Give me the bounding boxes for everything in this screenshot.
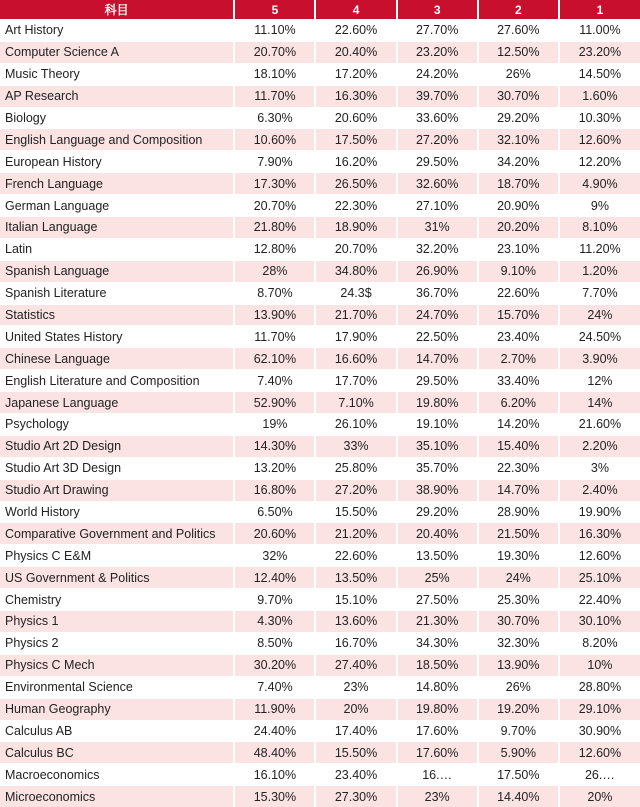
subject-cell: Physics 2 xyxy=(0,632,234,654)
header-score-2: 2 xyxy=(478,0,559,20)
score-4-cell: 20.40% xyxy=(315,41,396,63)
subject-cell: Statistics xyxy=(0,304,234,326)
header-score-3: 3 xyxy=(397,0,478,20)
score-3-cell: 13.50% xyxy=(397,545,478,567)
score-1-cell: 20% xyxy=(559,786,640,807)
table-row xyxy=(0,195,640,217)
subject-cell: World History xyxy=(0,501,234,523)
score-4-cell: 13.50% xyxy=(315,567,396,589)
subject-cell: Biology xyxy=(0,107,234,129)
score-1-cell: 12.60% xyxy=(559,129,640,151)
score-3-cell: 29.20% xyxy=(397,501,478,523)
score-3-cell: 17.60% xyxy=(397,742,478,764)
score-5-cell: 6.30% xyxy=(234,107,315,129)
score-4-cell: 15.50% xyxy=(315,501,396,523)
table-body xyxy=(0,20,640,807)
score-3-cell: 14.80% xyxy=(397,676,478,698)
score-2-cell: 9.10% xyxy=(478,260,559,282)
subject-cell: German Language xyxy=(0,195,234,217)
subject-cell: Human Geography xyxy=(0,698,234,720)
score-2-cell: 13.90% xyxy=(478,654,559,676)
score-1-cell: 4.90% xyxy=(559,173,640,195)
subject-cell: English Language and Composition xyxy=(0,129,234,151)
score-4-cell: 27.20% xyxy=(315,479,396,501)
table-row xyxy=(0,41,640,63)
score-5-cell: 9.70% xyxy=(234,589,315,611)
score-5-cell: 20.70% xyxy=(234,195,315,217)
score-5-cell: 15.30% xyxy=(234,786,315,807)
score-5-cell: 52.90% xyxy=(234,392,315,414)
score-2-cell: 21.50% xyxy=(478,523,559,545)
score-4-cell: 23% xyxy=(315,676,396,698)
table-row xyxy=(0,479,640,501)
score-3-cell: 21.30% xyxy=(397,611,478,633)
score-1-cell: 8.20% xyxy=(559,632,640,654)
score-3-cell: 24.70% xyxy=(397,304,478,326)
score-1-cell: 2.40% xyxy=(559,479,640,501)
score-1-cell: 1.20% xyxy=(559,260,640,282)
score-5-cell: 20.70% xyxy=(234,41,315,63)
score-3-cell: 22.50% xyxy=(397,326,478,348)
subject-cell: Chinese Language xyxy=(0,348,234,370)
score-4-cell: 16.60% xyxy=(315,348,396,370)
table-row xyxy=(0,392,640,414)
table-row xyxy=(0,326,640,348)
score-1-cell: 12.60% xyxy=(559,742,640,764)
score-1-cell: 10% xyxy=(559,654,640,676)
score-4-cell: 16.20% xyxy=(315,151,396,173)
score-1-cell: 22.40% xyxy=(559,589,640,611)
score-5-cell: 13.90% xyxy=(234,304,315,326)
score-4-cell: 16.70% xyxy=(315,632,396,654)
score-2-cell: 26% xyxy=(478,676,559,698)
score-1-cell: 3% xyxy=(559,457,640,479)
score-3-cell: 19.80% xyxy=(397,698,478,720)
table-row xyxy=(0,260,640,282)
score-4-cell: 16.30% xyxy=(315,85,396,107)
score-2-cell: 26% xyxy=(478,63,559,85)
score-5-cell: 48.40% xyxy=(234,742,315,764)
score-2-cell: 15.40% xyxy=(478,435,559,457)
subject-cell: Physics 1 xyxy=(0,611,234,633)
score-3-cell: 25% xyxy=(397,567,478,589)
score-1-cell: 12.20% xyxy=(559,151,640,173)
table-row xyxy=(0,85,640,107)
subject-cell: Physics C E&M xyxy=(0,545,234,567)
score-4-cell: 20.60% xyxy=(315,107,396,129)
score-2-cell: 22.60% xyxy=(478,282,559,304)
score-5-cell: 11.10% xyxy=(234,20,315,42)
score-1-cell: 21.60% xyxy=(559,414,640,436)
score-4-cell: 22.60% xyxy=(315,545,396,567)
table-row xyxy=(0,742,640,764)
score-3-cell: 20.40% xyxy=(397,523,478,545)
subject-cell: Chemistry xyxy=(0,589,234,611)
score-3-cell: 27.20% xyxy=(397,129,478,151)
subject-cell: Studio Art 2D Design xyxy=(0,435,234,457)
score-1-cell: 23.20% xyxy=(559,41,640,63)
score-1-cell: 11.20% xyxy=(559,238,640,260)
score-1-cell: 25.10% xyxy=(559,567,640,589)
score-2-cell: 34.20% xyxy=(478,151,559,173)
score-4-cell: 17.20% xyxy=(315,63,396,85)
header-row xyxy=(0,0,640,20)
table-row xyxy=(0,173,640,195)
score-1-cell: 29.10% xyxy=(559,698,640,720)
score-3-cell: 23.20% xyxy=(397,41,478,63)
subject-cell: French Language xyxy=(0,173,234,195)
score-5-cell: 4.30% xyxy=(234,611,315,633)
subject-cell: Computer Science A xyxy=(0,41,234,63)
score-2-cell: 19.20% xyxy=(478,698,559,720)
table-row xyxy=(0,304,640,326)
table-row xyxy=(0,567,640,589)
score-2-cell: 2.70% xyxy=(478,348,559,370)
score-4-cell: 7.10% xyxy=(315,392,396,414)
score-1-cell: 26.… xyxy=(559,764,640,786)
score-3-cell: 24.20% xyxy=(397,63,478,85)
score-1-cell: 8.10% xyxy=(559,217,640,239)
score-4-cell: 20% xyxy=(315,698,396,720)
score-2-cell: 30.70% xyxy=(478,611,559,633)
score-3-cell: 32.60% xyxy=(397,173,478,195)
score-3-cell: 14.70% xyxy=(397,348,478,370)
score-4-cell: 13.60% xyxy=(315,611,396,633)
score-3-cell: 34.30% xyxy=(397,632,478,654)
score-2-cell: 29.20% xyxy=(478,107,559,129)
score-3-cell: 38.90% xyxy=(397,479,478,501)
score-2-cell: 22.30% xyxy=(478,457,559,479)
score-3-cell: 27.50% xyxy=(397,589,478,611)
score-2-cell: 15.70% xyxy=(478,304,559,326)
table-row xyxy=(0,501,640,523)
score-2-cell: 9.70% xyxy=(478,720,559,742)
subject-cell: Italian Language xyxy=(0,217,234,239)
score-4-cell: 26.50% xyxy=(315,173,396,195)
subject-cell: Comparative Government and Politics xyxy=(0,523,234,545)
score-2-cell: 20.20% xyxy=(478,217,559,239)
score-5-cell: 17.30% xyxy=(234,173,315,195)
score-2-cell: 6.20% xyxy=(478,392,559,414)
score-2-cell: 14.40% xyxy=(478,786,559,807)
table-row xyxy=(0,435,640,457)
score-3-cell: 33.60% xyxy=(397,107,478,129)
header-subject: 科目 xyxy=(0,0,234,20)
score-1-cell: 7.70% xyxy=(559,282,640,304)
score-4-cell: 22.60% xyxy=(315,20,396,42)
score-2-cell: 30.70% xyxy=(478,85,559,107)
score-1-cell: 24.50% xyxy=(559,326,640,348)
score-5-cell: 10.60% xyxy=(234,129,315,151)
score-3-cell: 32.20% xyxy=(397,238,478,260)
subject-cell: Physics C Mech xyxy=(0,654,234,676)
subject-cell: Studio Art Drawing xyxy=(0,479,234,501)
score-2-cell: 14.70% xyxy=(478,479,559,501)
subject-cell: Calculus BC xyxy=(0,742,234,764)
score-2-cell: 32.30% xyxy=(478,632,559,654)
table-row xyxy=(0,151,640,173)
score-2-cell: 19.30% xyxy=(478,545,559,567)
score-3-cell: 19.10% xyxy=(397,414,478,436)
score-5-cell: 7.40% xyxy=(234,370,315,392)
score-3-cell: 35.70% xyxy=(397,457,478,479)
score-5-cell: 11.90% xyxy=(234,698,315,720)
score-2-cell: 28.90% xyxy=(478,501,559,523)
score-5-cell: 13.20% xyxy=(234,457,315,479)
table-row xyxy=(0,611,640,633)
score-1-cell: 14.50% xyxy=(559,63,640,85)
table-row xyxy=(0,370,640,392)
score-4-cell: 17.70% xyxy=(315,370,396,392)
table-row xyxy=(0,348,640,370)
subject-cell: United States History xyxy=(0,326,234,348)
table-row xyxy=(0,589,640,611)
score-5-cell: 19% xyxy=(234,414,315,436)
subject-cell: Spanish Language xyxy=(0,260,234,282)
score-4-cell: 15.50% xyxy=(315,742,396,764)
header-score-5: 5 xyxy=(234,0,315,20)
score-2-cell: 23.10% xyxy=(478,238,559,260)
score-1-cell: 30.90% xyxy=(559,720,640,742)
score-4-cell: 17.90% xyxy=(315,326,396,348)
score-2-cell: 12.50% xyxy=(478,41,559,63)
score-5-cell: 62.10% xyxy=(234,348,315,370)
subject-cell: Microeconomics xyxy=(0,786,234,807)
score-1-cell: 9% xyxy=(559,195,640,217)
score-5-cell: 6.50% xyxy=(234,501,315,523)
subject-cell: Music Theory xyxy=(0,63,234,85)
table-row xyxy=(0,457,640,479)
score-5-cell: 12.40% xyxy=(234,567,315,589)
score-1-cell: 19.90% xyxy=(559,501,640,523)
score-1-cell: 10.30% xyxy=(559,107,640,129)
score-5-cell: 8.70% xyxy=(234,282,315,304)
score-3-cell: 29.50% xyxy=(397,151,478,173)
table-row xyxy=(0,698,640,720)
score-2-cell: 5.90% xyxy=(478,742,559,764)
score-4-cell: 27.40% xyxy=(315,654,396,676)
table-row xyxy=(0,654,640,676)
score-5-cell: 12.80% xyxy=(234,238,315,260)
score-3-cell: 29.50% xyxy=(397,370,478,392)
table-row xyxy=(0,217,640,239)
score-1-cell: 3.90% xyxy=(559,348,640,370)
subject-cell: Studio Art 3D Design xyxy=(0,457,234,479)
score-4-cell: 34.80% xyxy=(315,260,396,282)
score-1-cell: 12.60% xyxy=(559,545,640,567)
score-4-cell: 17.40% xyxy=(315,720,396,742)
score-4-cell: 21.20% xyxy=(315,523,396,545)
score-5-cell: 16.10% xyxy=(234,764,315,786)
score-4-cell: 23.40% xyxy=(315,764,396,786)
header-score-4: 4 xyxy=(315,0,396,20)
score-4-cell: 33% xyxy=(315,435,396,457)
subject-cell: Macroeconomics xyxy=(0,764,234,786)
table-row xyxy=(0,63,640,85)
score-1-cell: 24% xyxy=(559,304,640,326)
subject-cell: Japanese Language xyxy=(0,392,234,414)
subject-cell: Psychology xyxy=(0,414,234,436)
subject-cell: Latin xyxy=(0,238,234,260)
score-2-cell: 25.30% xyxy=(478,589,559,611)
score-4-cell: 22.30% xyxy=(315,195,396,217)
subject-cell: Environmental Science xyxy=(0,676,234,698)
score-5-cell: 11.70% xyxy=(234,326,315,348)
score-2-cell: 23.40% xyxy=(478,326,559,348)
score-1-cell: 14% xyxy=(559,392,640,414)
score-5-cell: 30.20% xyxy=(234,654,315,676)
subject-cell: Art History xyxy=(0,20,234,42)
score-5-cell: 14.30% xyxy=(234,435,315,457)
score-2-cell: 32.10% xyxy=(478,129,559,151)
score-3-cell: 17.60% xyxy=(397,720,478,742)
score-5-cell: 16.80% xyxy=(234,479,315,501)
score-1-cell: 12% xyxy=(559,370,640,392)
score-5-cell: 7.90% xyxy=(234,151,315,173)
score-5-cell: 28% xyxy=(234,260,315,282)
score-2-cell: 17.50% xyxy=(478,764,559,786)
score-4-cell: 18.90% xyxy=(315,217,396,239)
score-5-cell: 18.10% xyxy=(234,63,315,85)
table-row xyxy=(0,545,640,567)
score-3-cell: 39.70% xyxy=(397,85,478,107)
score-4-cell: 15.10% xyxy=(315,589,396,611)
table-row xyxy=(0,238,640,260)
score-3-cell: 31% xyxy=(397,217,478,239)
score-4-cell: 21.70% xyxy=(315,304,396,326)
table-row xyxy=(0,129,640,151)
score-3-cell: 36.70% xyxy=(397,282,478,304)
score-5-cell: 8.50% xyxy=(234,632,315,654)
table-header xyxy=(0,0,640,20)
table-row xyxy=(0,282,640,304)
score-1-cell: 1.60% xyxy=(559,85,640,107)
score-1-cell: 16.30% xyxy=(559,523,640,545)
score-3-cell: 35.10% xyxy=(397,435,478,457)
table-row xyxy=(0,720,640,742)
score-1-cell: 2.20% xyxy=(559,435,640,457)
score-4-cell: 25.80% xyxy=(315,457,396,479)
table-row xyxy=(0,523,640,545)
table-row xyxy=(0,676,640,698)
score-3-cell: 16.… xyxy=(397,764,478,786)
score-3-cell: 19.80% xyxy=(397,392,478,414)
score-5-cell: 20.60% xyxy=(234,523,315,545)
subject-cell: Spanish Literature xyxy=(0,282,234,304)
table-row xyxy=(0,632,640,654)
score-5-cell: 32% xyxy=(234,545,315,567)
score-2-cell: 14.20% xyxy=(478,414,559,436)
score-3-cell: 18.50% xyxy=(397,654,478,676)
score-5-cell: 7.40% xyxy=(234,676,315,698)
score-4-cell: 17.50% xyxy=(315,129,396,151)
score-4-cell: 27.30% xyxy=(315,786,396,807)
subject-cell: AP Research xyxy=(0,85,234,107)
score-3-cell: 27.70% xyxy=(397,20,478,42)
subject-cell: European History xyxy=(0,151,234,173)
score-4-cell: 20.70% xyxy=(315,238,396,260)
score-1-cell: 30.10% xyxy=(559,611,640,633)
table-row xyxy=(0,764,640,786)
score-3-cell: 27.10% xyxy=(397,195,478,217)
score-2-cell: 24% xyxy=(478,567,559,589)
score-2-cell: 20.90% xyxy=(478,195,559,217)
score-4-cell: 24.3$ xyxy=(315,282,396,304)
score-2-cell: 33.40% xyxy=(478,370,559,392)
header-score-1: 1 xyxy=(559,0,640,20)
score-4-cell: 26.10% xyxy=(315,414,396,436)
score-2-cell: 18.70% xyxy=(478,173,559,195)
score-5-cell: 24.40% xyxy=(234,720,315,742)
score-5-cell: 11.70% xyxy=(234,85,315,107)
score-5-cell: 21.80% xyxy=(234,217,315,239)
score-1-cell: 11.00% xyxy=(559,20,640,42)
subject-cell: English Literature and Composition xyxy=(0,370,234,392)
score-3-cell: 26.90% xyxy=(397,260,478,282)
score-3-cell: 23% xyxy=(397,786,478,807)
table-row xyxy=(0,786,640,807)
table-row xyxy=(0,414,640,436)
table-row xyxy=(0,20,640,42)
score-1-cell: 28.80% xyxy=(559,676,640,698)
subject-cell: Calculus AB xyxy=(0,720,234,742)
subject-cell: US Government & Politics xyxy=(0,567,234,589)
score-2-cell: 27.60% xyxy=(478,20,559,42)
table-row xyxy=(0,107,640,129)
